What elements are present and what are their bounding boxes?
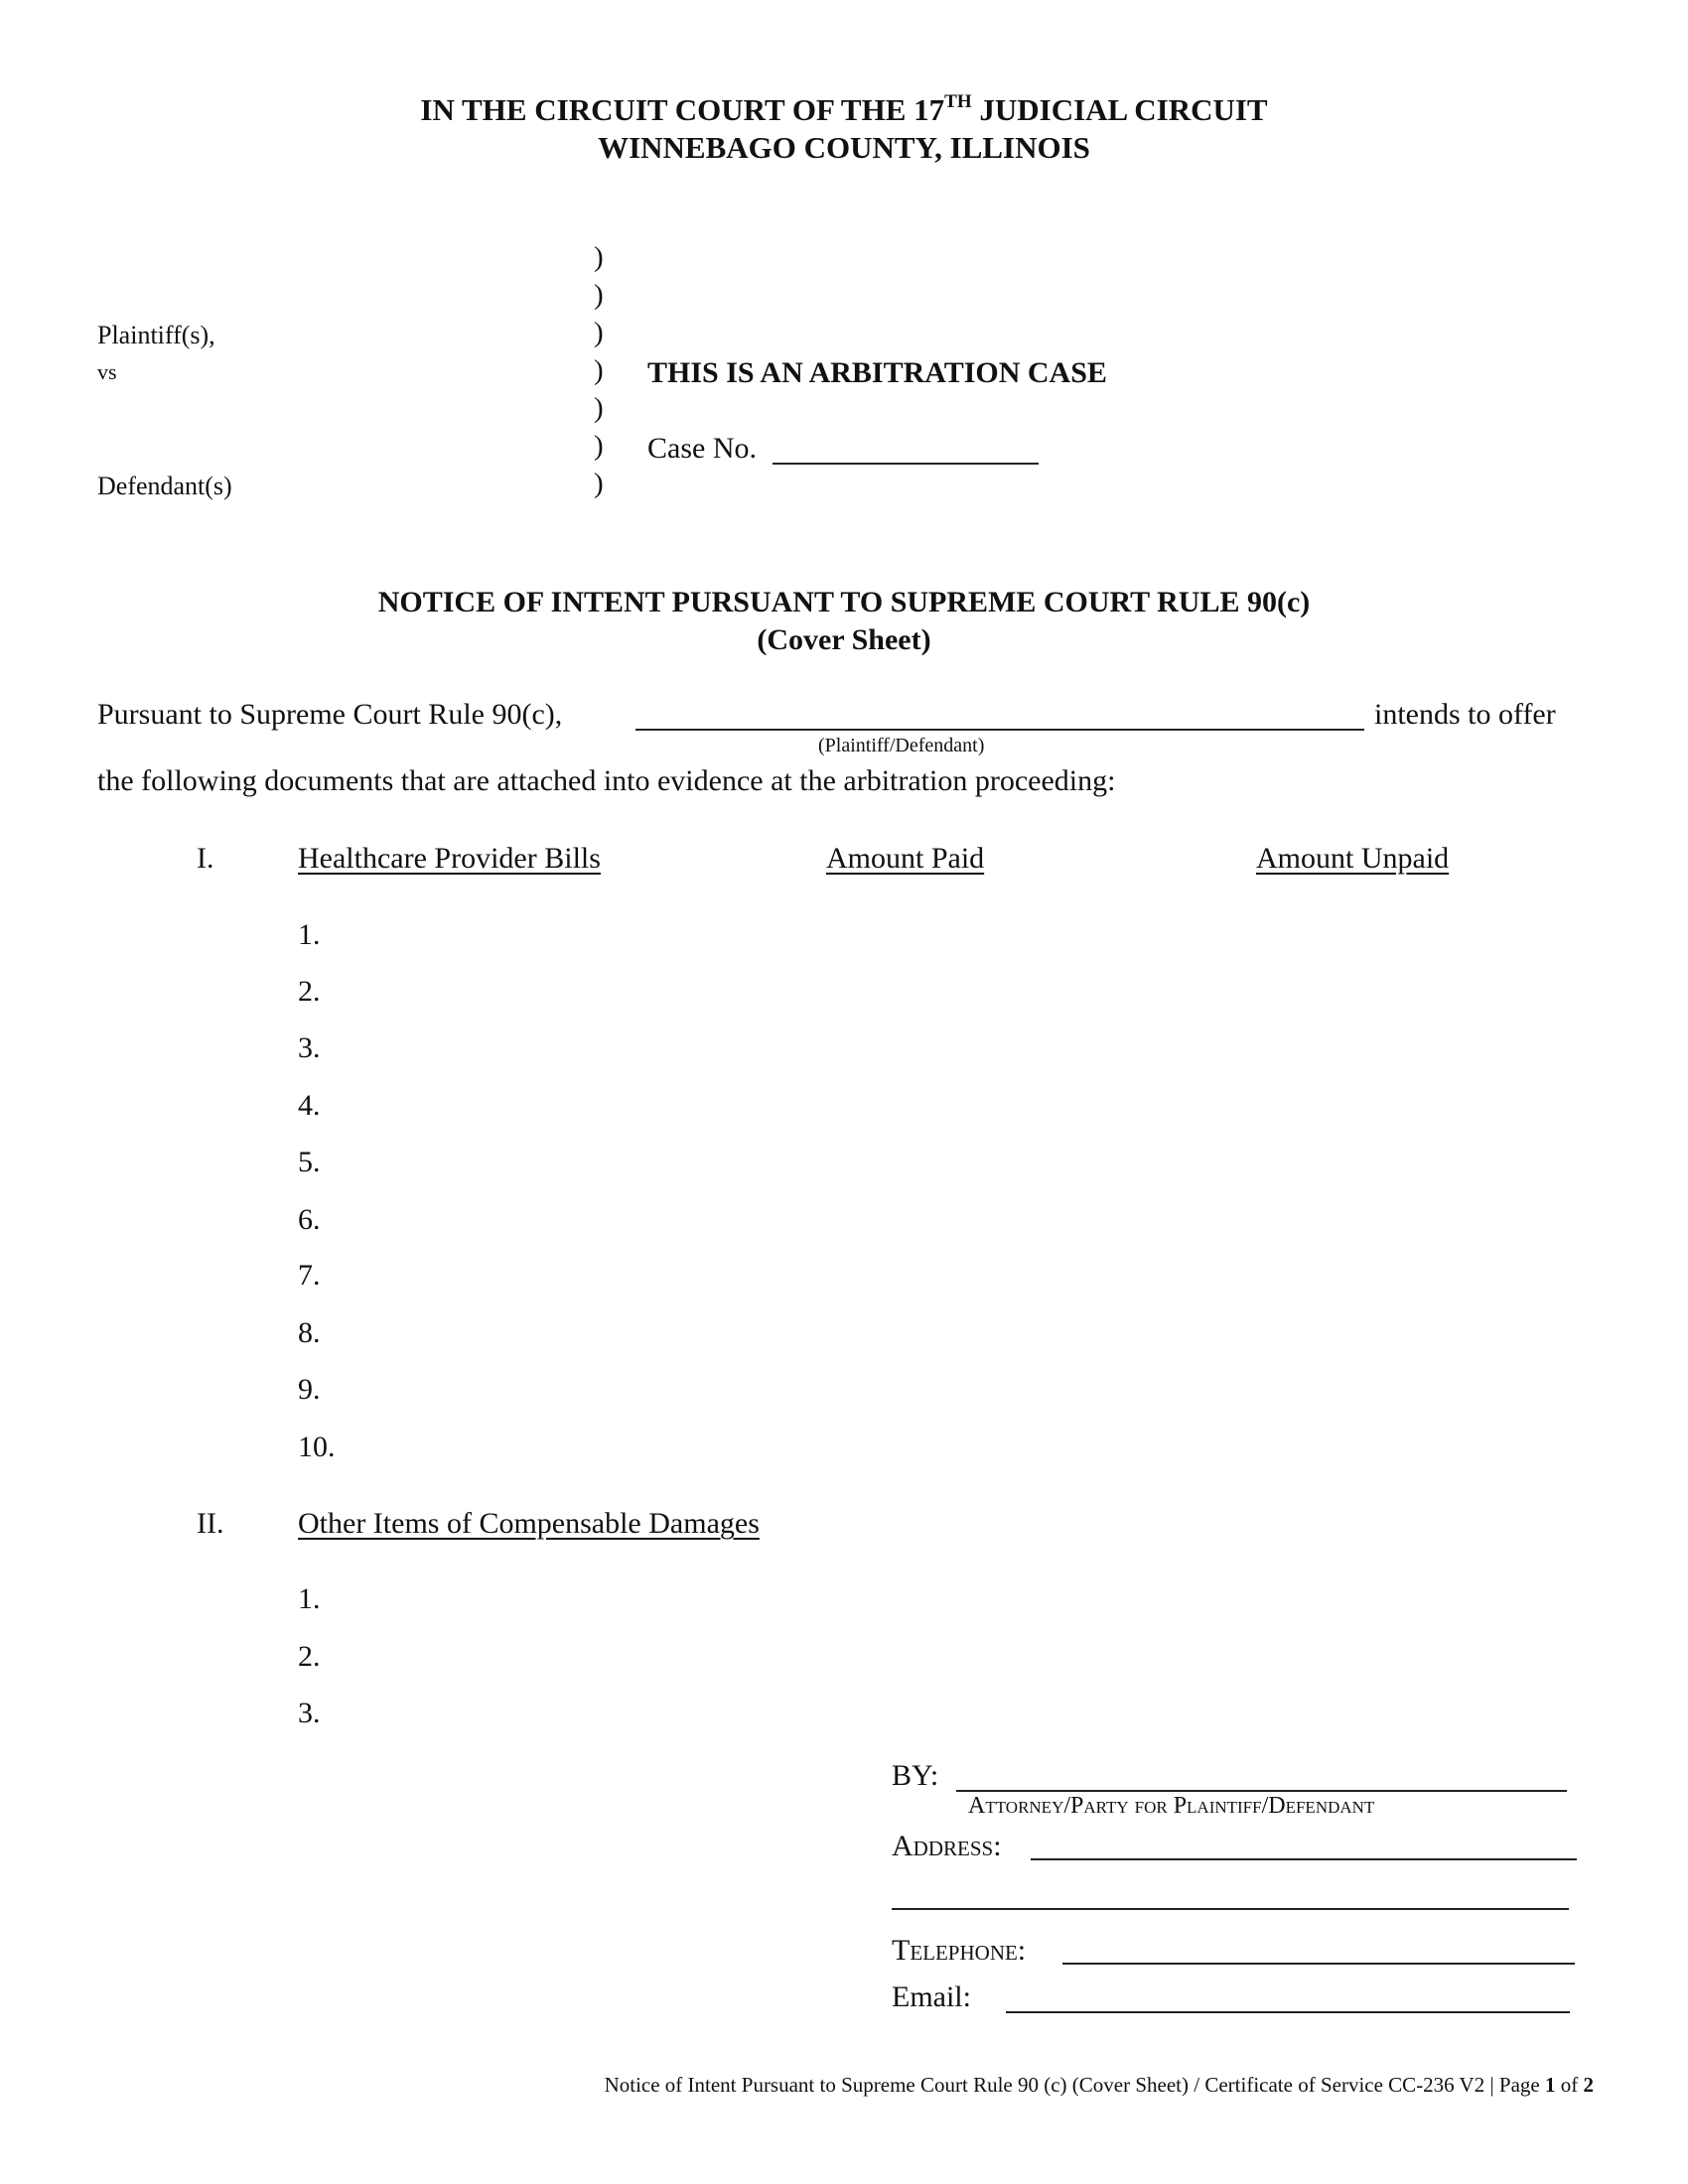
court-title-line2: WINNEBAGO COUNTY, ILLINOIS (598, 130, 1090, 165)
court-title-line1: IN THE CIRCUIT COURT OF THE 17TH JUDICIAL CIRCUIT (420, 91, 1268, 127)
damage-item: 3. (298, 1697, 321, 1729)
signature-field[interactable] (956, 1790, 1567, 1792)
bill-item: 5. (298, 1146, 321, 1178)
intro-line2: the following documents that are attached into evidence at the arbitration proceeding: (97, 764, 1116, 797)
bill-item: 9. (298, 1373, 321, 1406)
email-field[interactable] (1006, 2011, 1570, 2013)
bill-item: 3. (298, 1031, 321, 1064)
address-field-line2[interactable] (892, 1908, 1569, 1910)
caption-paren: ) (594, 468, 604, 499)
email-label: Email: (892, 1980, 971, 2013)
address-label: Address: (892, 1830, 1002, 1862)
damage-item: 1. (298, 1582, 321, 1615)
vs-label: vs (97, 359, 117, 384)
case-number-label: Case No. (647, 432, 757, 465)
bill-item: 7. (298, 1259, 321, 1292)
case-number-field[interactable] (773, 463, 1039, 465)
section-2-number: II. (197, 1507, 224, 1540)
caption-paren: ) (594, 392, 604, 424)
bill-item: 1. (298, 918, 321, 951)
page-footer: Notice of Intent Pursuant to Supreme Court Rule 90 (c) (Cover Sheet) / Certificate of Service CC-236 V2 | Page 1 of 2 (604, 2073, 1594, 2097)
caption-paren: ) (594, 279, 604, 311)
party-field-sublabel: (Plaintiff/Defendant) (818, 735, 985, 756)
amount-paid-heading: Amount Paid (826, 842, 985, 875)
intro-suffix: intends to offer (1374, 698, 1556, 731)
telephone-label: Telephone: (892, 1934, 1027, 1967)
defendant-label: Defendant(s) (97, 472, 232, 500)
telephone-field[interactable] (1062, 1963, 1575, 1965)
address-field-line1[interactable] (1031, 1858, 1577, 1860)
caption-paren: ) (594, 317, 604, 348)
bill-item: 6. (298, 1203, 321, 1236)
bill-item: 4. (298, 1089, 321, 1122)
notice-title: NOTICE OF INTENT PURSUANT TO SUPREME COURT RULE 90(c) (377, 586, 1311, 618)
other-damages-heading: Other Items of Compensable Damages (298, 1507, 760, 1540)
bill-item: 2. (298, 975, 321, 1008)
section-1-number: I. (197, 842, 214, 875)
bill-item: 10. (298, 1431, 336, 1463)
plaintiff-label: Plaintiff(s), (97, 321, 215, 349)
attorney-party-label: Attorney/Party for Plaintiff/Defendant (968, 1793, 1375, 1819)
healthcare-bills-heading: Healthcare Provider Bills (298, 842, 601, 875)
bill-item: 8. (298, 1316, 321, 1349)
arbitration-case-label: THIS IS AN ARBITRATION CASE (647, 356, 1107, 389)
caption-paren: ) (594, 241, 604, 273)
caption-paren: ) (594, 430, 604, 462)
caption-paren: ) (594, 354, 604, 386)
intro-prefix: Pursuant to Supreme Court Rule 90(c), (97, 698, 563, 731)
amount-unpaid-heading: Amount Unpaid (1256, 842, 1450, 875)
notice-subtitle: (Cover Sheet) (757, 623, 931, 656)
by-label: BY: (892, 1759, 939, 1792)
damage-item: 2. (298, 1640, 321, 1673)
party-name-field[interactable] (635, 729, 1364, 731)
